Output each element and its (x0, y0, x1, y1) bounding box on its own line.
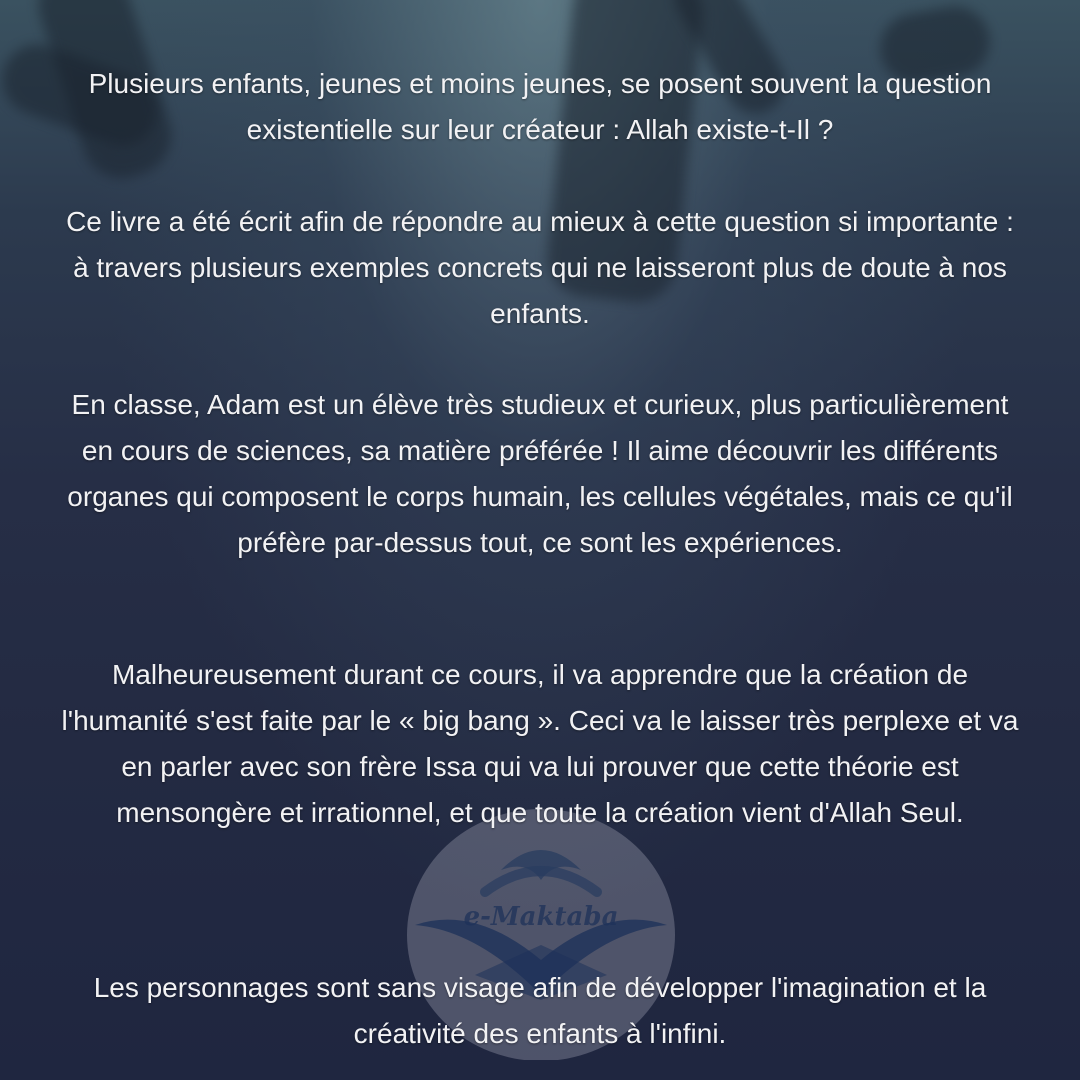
paragraph-big-bang-story: Malheureusement durant ce cours, il va apprendre que la création de l'humanité s'est faite par le « big bang ». Ceci va le laisser très perplexe et va en parler avec son frère Issa qui va lui prouver que cette théorie est mensongère et irrationnel, et que toute la création vient d'Allah Seul. (61, 659, 1019, 828)
paragraph-intro-question: Plusieurs enfants, jeunes et moins jeunes, se posent souvent la question existentielle sur leur créateur : Allah existe-t-Il ? (88, 68, 992, 145)
svg-text:e-Maktaba: e-Maktaba (463, 902, 619, 932)
paragraph-adam-in-class: En classe, Adam est un élève très studieux et curieux, plus particulièrement en cours de sciences, sa matière préférée ! Il aime découvrir les différents organes qui composent le corps humain, les cellules végétales, mais ce qu'il préfère par-dessus tout, ce sont les expériences. (67, 389, 1013, 558)
paragraph-faceless-characters: Les personnages sont sans visage afin de développer l'imagination et la créativité des enfants à l'infini. (93, 972, 987, 1049)
paragraph-book-purpose: Ce livre a été écrit afin de répondre au mieux à cette question si importante : à travers plusieurs exemples concrets qui ne laisseront plus de doute à nos enfants. (66, 206, 1014, 329)
